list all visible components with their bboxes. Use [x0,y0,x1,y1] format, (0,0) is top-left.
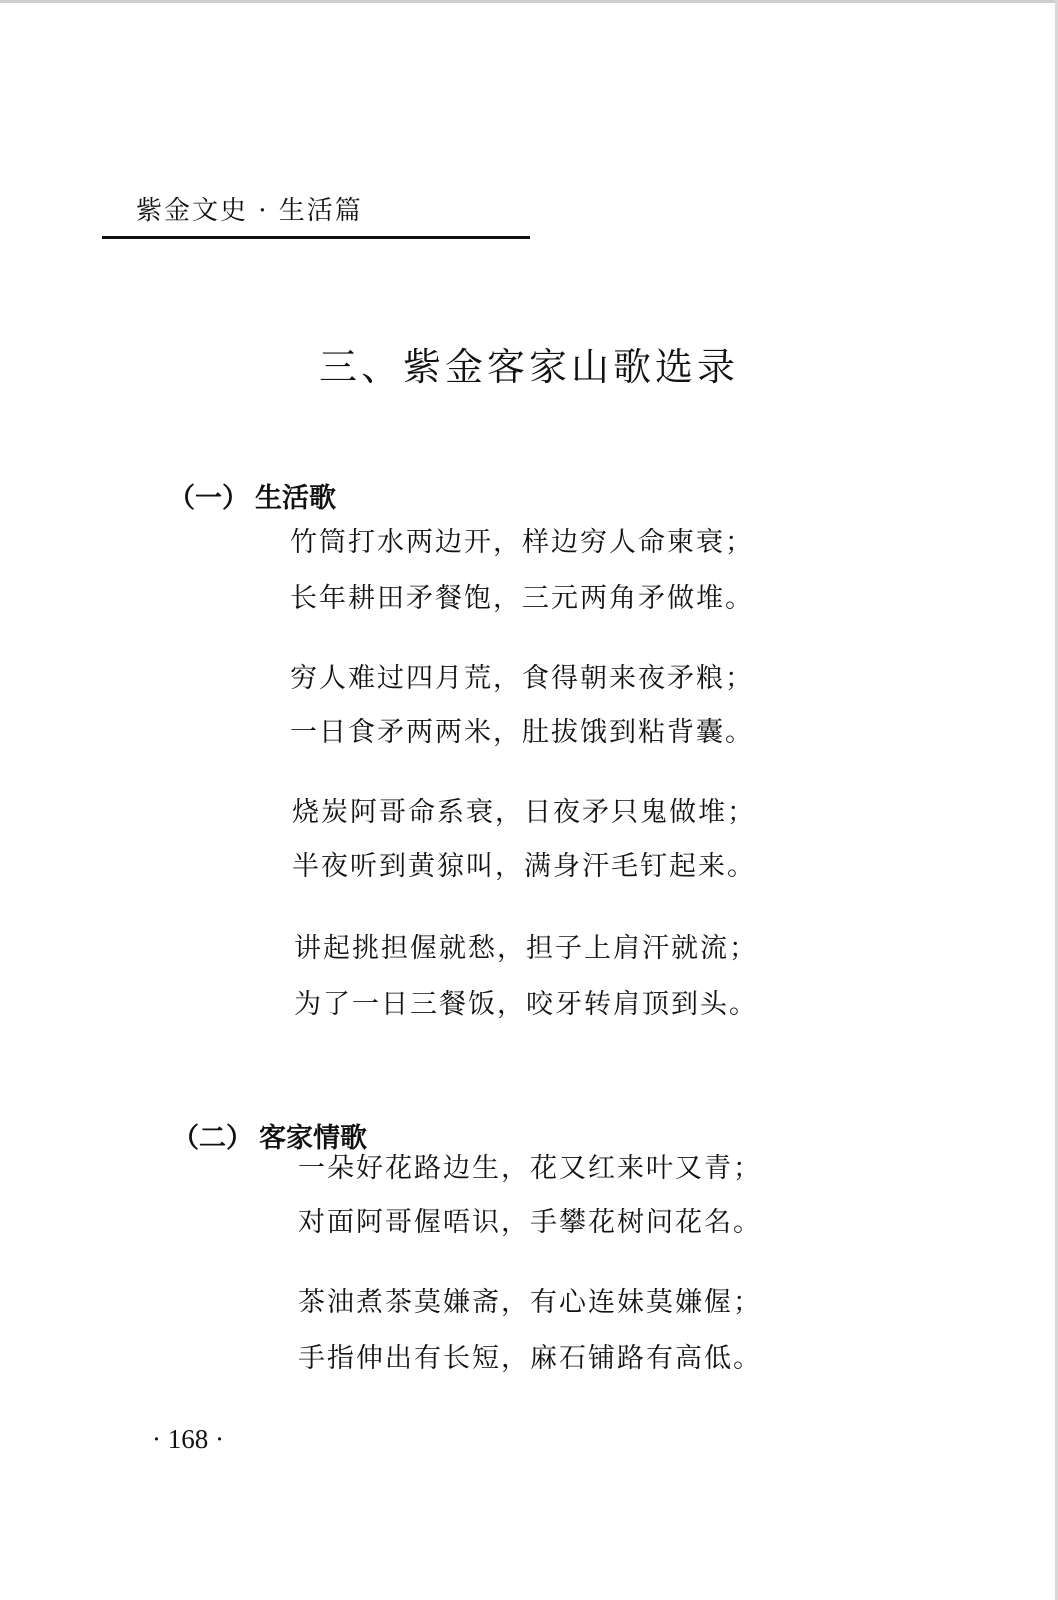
verse-line: 一日食矛两两米，肚拔饿到粘背囊。 [290,717,754,748]
page-number: · 168 · [152,1424,224,1454]
verse-line: 讲起挑担偓就愁，担子上肩汗就流； [294,933,758,964]
section-number: （二） [172,1123,253,1154]
verse-line: 穷人难过四月荒，食得朝来夜矛粮； [290,663,754,694]
verse-line: 手指伸出有长短，麻石铺路有高低。 [298,1343,762,1374]
running-header: 紫金文史 · 生活篇 [136,196,363,226]
verse-line: 竹筒打水两边开，样边穷人命柬衰； [290,527,754,558]
verse-line: 半夜听到黄猄叫，满身汗毛钉起来。 [292,851,756,882]
verse-line: 对面阿哥偓唔识，手攀花树问花名。 [298,1207,762,1238]
chapter-title: 三、紫金客家山歌选录 [318,345,739,389]
section-heading-life-songs [168,476,336,515]
verse-line: 长年耕田矛餐饱，三元两角矛做堆。 [290,583,754,614]
verse-line: 为了一日三餐饭，咬牙转肩顶到头。 [294,989,758,1020]
section-number: （一） [168,483,249,514]
header-rule [102,236,530,239]
verse-line: 烧炭阿哥命系衰，日夜矛只鬼做堆； [292,797,756,828]
verse-line: 茶油煮茶莫嫌斋，有心连妹莫嫌偓； [298,1287,762,1318]
section-title: 生活歌 [255,483,336,514]
verse-line: 一朵好花路边生，花又红来叶又青； [298,1153,762,1184]
scan-top-edge [0,0,1058,3]
section-title: 客家情歌 [259,1123,367,1154]
